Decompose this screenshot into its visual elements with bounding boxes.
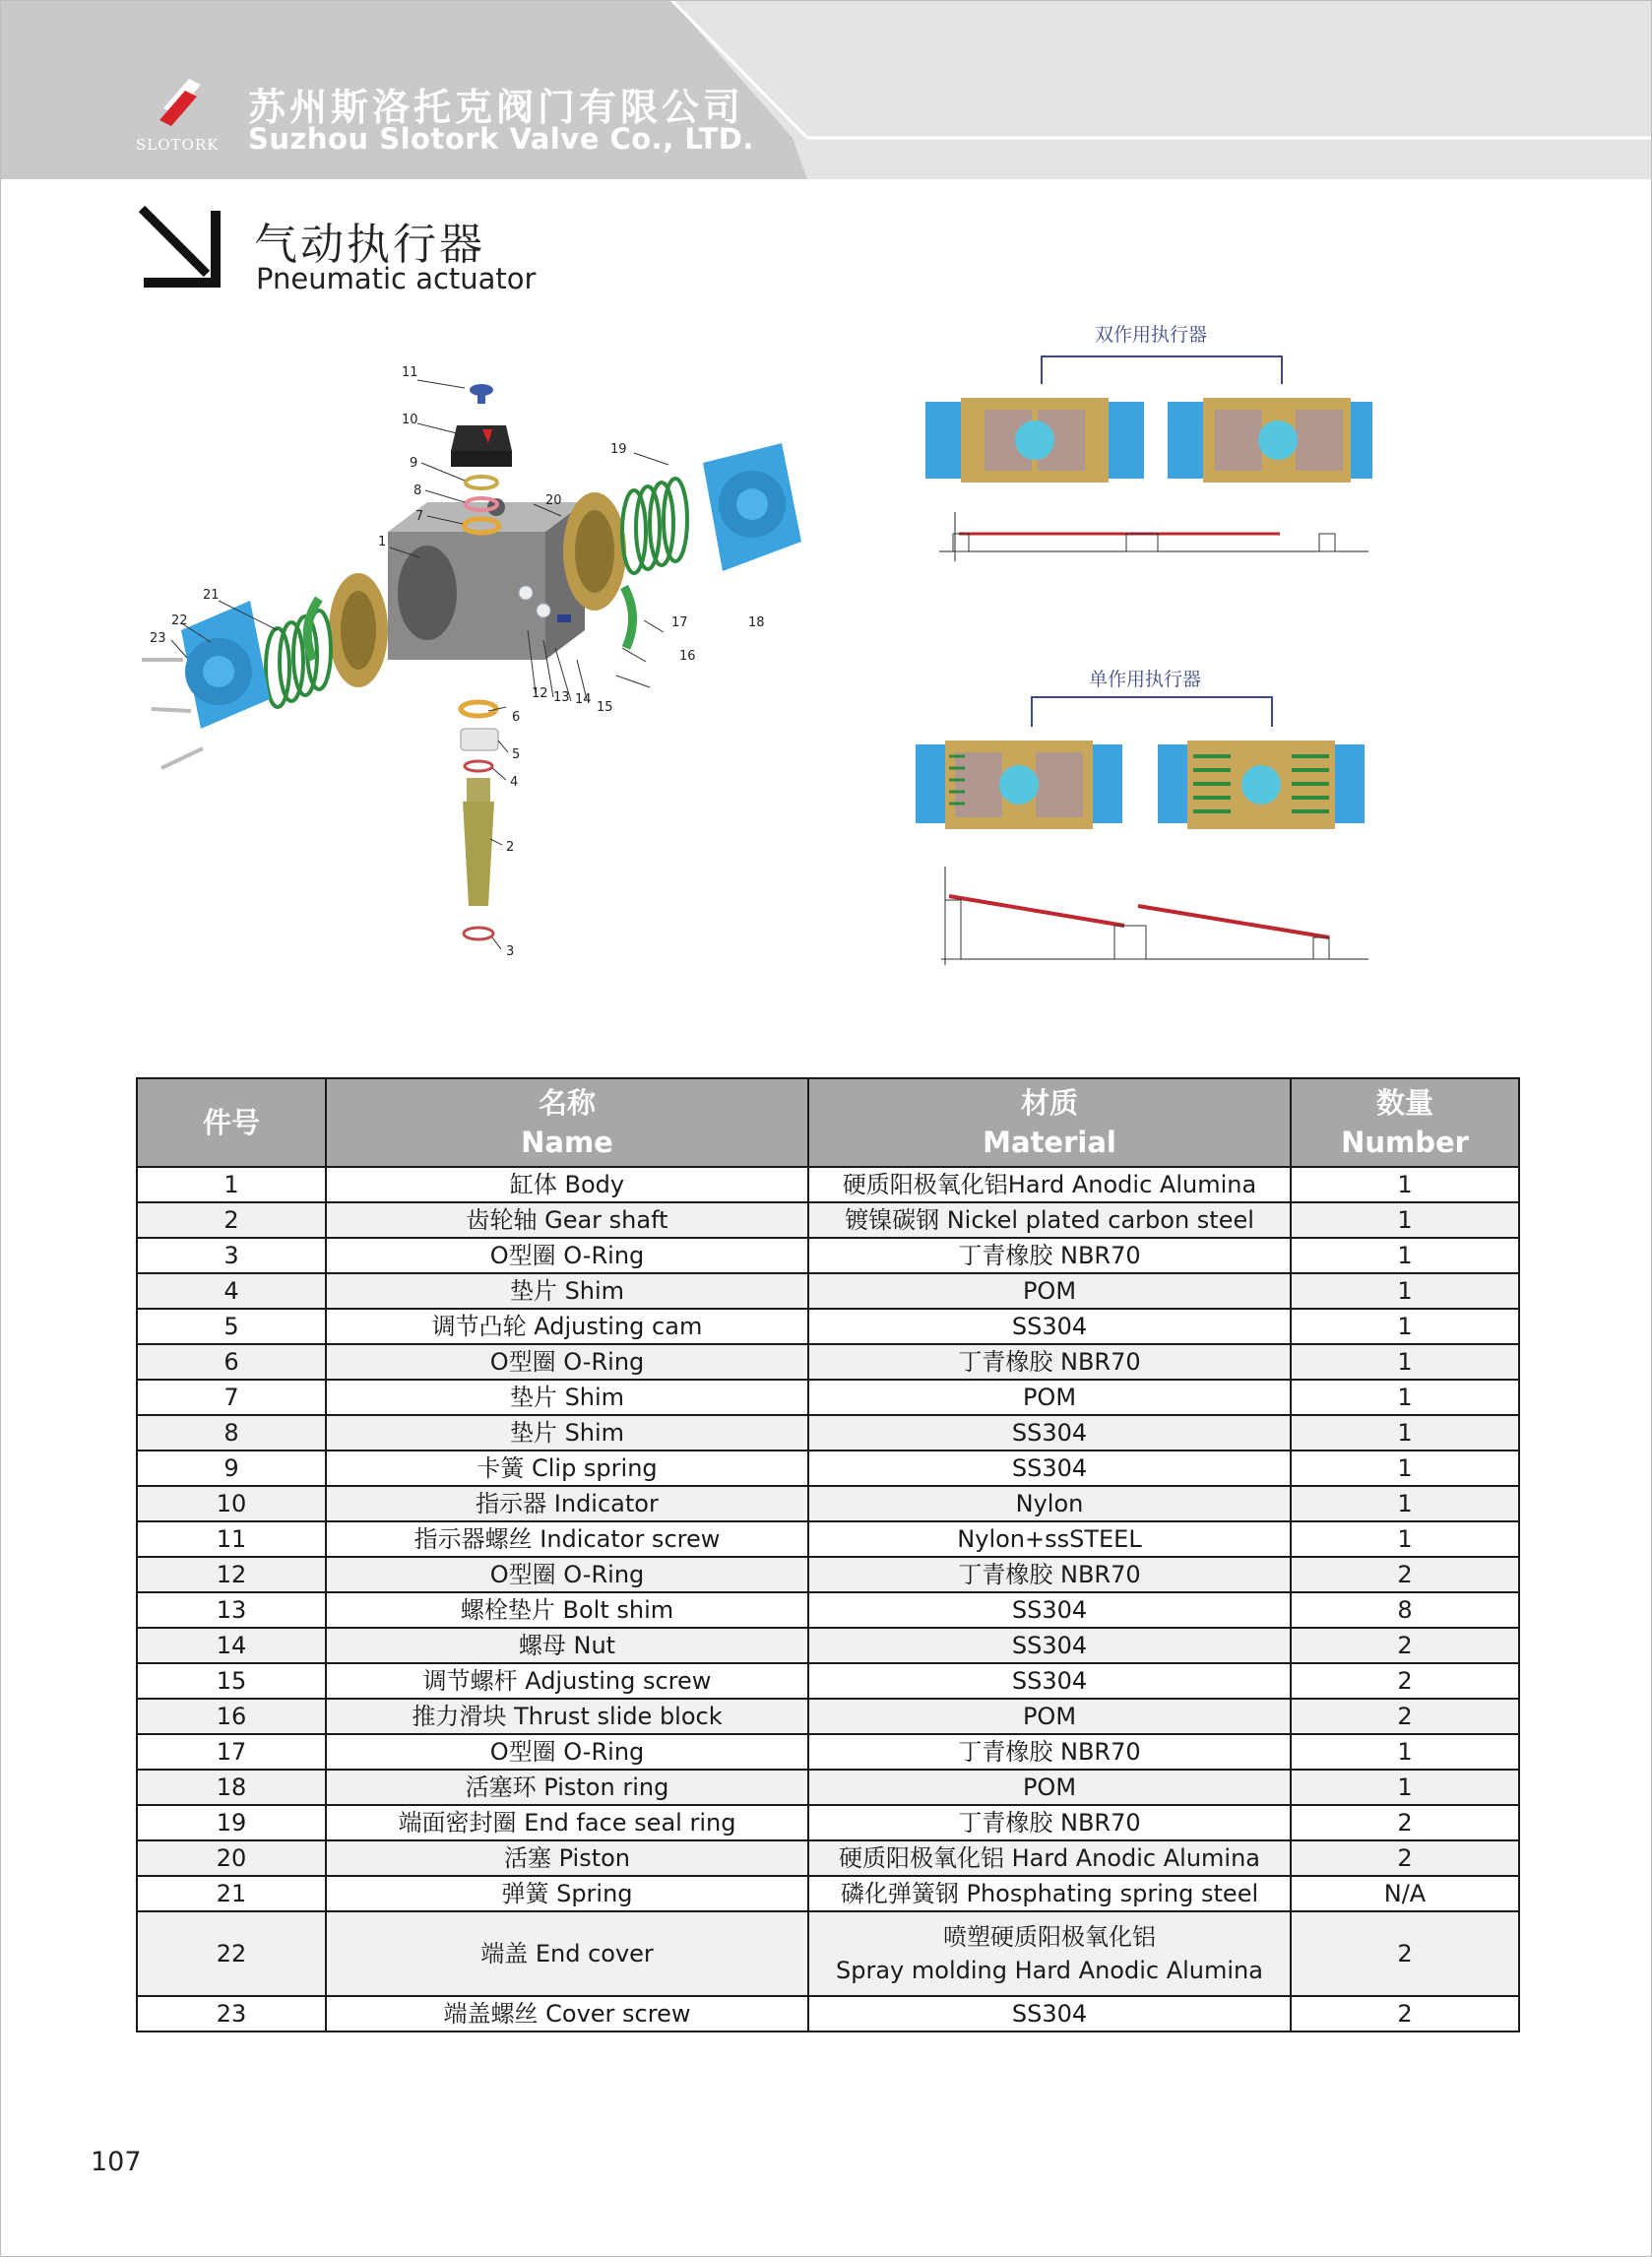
callout-18: 18 bbox=[748, 615, 765, 630]
single-acting-graph bbox=[941, 867, 1368, 965]
table-row bbox=[137, 1344, 1519, 1380]
table-row bbox=[137, 1770, 1519, 1805]
table-header-row bbox=[137, 1078, 1519, 1167]
cell-no: 9 bbox=[137, 1451, 326, 1486]
cell-name: 端盖螺丝 Cover screw bbox=[326, 1996, 808, 2031]
callout-22: 22 bbox=[171, 613, 188, 628]
cell-name: 齿轮轴 Gear shaft bbox=[326, 1202, 808, 1238]
cell-material: 喷塑硬质阳极氧化铝 Spray molding Hard Anodic Alumina bbox=[808, 1911, 1291, 1996]
cell-name: O型圈 O-Ring bbox=[326, 1238, 808, 1273]
cell-material: 硬质阳极氧化铝 Hard Anodic Alumina bbox=[808, 1840, 1291, 1876]
callout-4: 4 bbox=[510, 775, 519, 790]
cell-no: 16 bbox=[137, 1699, 326, 1734]
cell-qty: 1 bbox=[1291, 1273, 1519, 1309]
cell-qty: 1 bbox=[1291, 1167, 1519, 1202]
cell-qty: 2 bbox=[1291, 1996, 1519, 2031]
company-name-cn: 苏州斯洛托克阀门有限公司 bbox=[248, 86, 745, 129]
cell-qty: 1 bbox=[1291, 1344, 1519, 1380]
cell-material: 丁青橡胶 NBR70 bbox=[808, 1557, 1291, 1592]
callout-8: 8 bbox=[413, 484, 422, 498]
table-row bbox=[137, 1628, 1519, 1663]
cell-qty: 1 bbox=[1291, 1238, 1519, 1273]
cell-no: 13 bbox=[137, 1592, 326, 1628]
cell-qty: 8 bbox=[1291, 1592, 1519, 1628]
cell-material: POM bbox=[808, 1770, 1291, 1805]
double-acting-graph bbox=[939, 512, 1368, 561]
slotork-logo-icon bbox=[150, 71, 211, 132]
double-acting-closed bbox=[925, 398, 1144, 483]
cell-material: POM bbox=[808, 1380, 1291, 1415]
callout-13: 13 bbox=[553, 690, 570, 705]
cell-qty: 1 bbox=[1291, 1770, 1519, 1805]
cell-no: 18 bbox=[137, 1770, 326, 1805]
cell-material: POM bbox=[808, 1699, 1291, 1734]
cell-name: 指示器螺丝 Indicator screw bbox=[326, 1521, 808, 1557]
cell-qty: 1 bbox=[1291, 1486, 1519, 1521]
cell-no: 15 bbox=[137, 1663, 326, 1699]
cell-name: 活塞环 Piston ring bbox=[326, 1770, 808, 1805]
cell-material: 丁青橡胶 NBR70 bbox=[808, 1734, 1291, 1770]
table-row bbox=[137, 1486, 1519, 1521]
cell-name: 垫片 Shim bbox=[326, 1415, 808, 1451]
callout-19: 19 bbox=[610, 442, 627, 457]
callout-12: 12 bbox=[532, 686, 548, 701]
callout-3: 3 bbox=[506, 944, 515, 959]
callout-17: 17 bbox=[671, 615, 688, 630]
actuator-operation-diagrams bbox=[906, 315, 1378, 985]
header-number: 数量 Number bbox=[1291, 1078, 1519, 1167]
cell-qty: N/A bbox=[1291, 1876, 1519, 1911]
callout-21: 21 bbox=[203, 588, 220, 603]
single-acting-closed bbox=[916, 741, 1122, 829]
callout-6: 6 bbox=[512, 710, 521, 725]
cell-qty: 1 bbox=[1291, 1202, 1519, 1238]
cell-no: 5 bbox=[137, 1309, 326, 1344]
cell-name: 端面密封圈 End face seal ring bbox=[326, 1805, 808, 1840]
cell-name: 垫片 Shim bbox=[326, 1380, 808, 1415]
section-title-cn: 气动执行器 bbox=[254, 220, 485, 270]
cell-name: O型圈 O-Ring bbox=[326, 1734, 808, 1770]
header-part-no: 件号 bbox=[137, 1078, 326, 1167]
cell-material: SS304 bbox=[808, 1592, 1291, 1628]
cell-qty: 2 bbox=[1291, 1911, 1519, 1996]
callout-11: 11 bbox=[402, 365, 418, 380]
cell-qty: 1 bbox=[1291, 1521, 1519, 1557]
cell-name: O型圈 O-Ring bbox=[326, 1557, 808, 1592]
cell-name: 卡簧 Clip spring bbox=[326, 1451, 808, 1486]
cell-no: 11 bbox=[137, 1521, 326, 1557]
table-row bbox=[137, 1415, 1519, 1451]
cell-material: SS304 bbox=[808, 1996, 1291, 2031]
cell-no: 6 bbox=[137, 1344, 326, 1380]
cell-material: 镀镍碳钢 Nickel plated carbon steel bbox=[808, 1202, 1291, 1238]
callout-23: 23 bbox=[150, 631, 166, 646]
header-name: 名称 Name bbox=[326, 1078, 808, 1167]
table-row bbox=[137, 1238, 1519, 1273]
cell-qty: 1 bbox=[1291, 1451, 1519, 1486]
cell-no: 12 bbox=[137, 1557, 326, 1592]
cell-no: 23 bbox=[137, 1996, 326, 2031]
cell-material: Nylon+ssSTEEL bbox=[808, 1521, 1291, 1557]
company-name-en: Suzhou Slotork Valve Co., LTD. bbox=[248, 122, 754, 156]
cell-no: 3 bbox=[137, 1238, 326, 1273]
double-acting-open bbox=[1168, 398, 1372, 483]
callout-10: 10 bbox=[402, 413, 418, 427]
cell-no: 20 bbox=[137, 1840, 326, 1876]
table-row bbox=[137, 1734, 1519, 1770]
callout-7: 7 bbox=[415, 509, 424, 524]
cell-qty: 2 bbox=[1291, 1663, 1519, 1699]
section-title-en: Pneumatic actuator bbox=[256, 262, 537, 295]
exploded-view-diagram bbox=[132, 335, 811, 975]
callout-5: 5 bbox=[512, 747, 521, 762]
cell-material: SS304 bbox=[808, 1663, 1291, 1699]
table-row bbox=[137, 1167, 1519, 1202]
cell-name: 调节螺杆 Adjusting screw bbox=[326, 1663, 808, 1699]
callout-15: 15 bbox=[597, 700, 613, 715]
table-row bbox=[137, 1663, 1519, 1699]
logo-text: SLOTORK bbox=[136, 136, 220, 154]
cell-material: SS304 bbox=[808, 1451, 1291, 1486]
cell-material: SS304 bbox=[808, 1628, 1291, 1663]
table-row bbox=[137, 1592, 1519, 1628]
cell-qty: 2 bbox=[1291, 1805, 1519, 1840]
cell-material: 丁青橡胶 NBR70 bbox=[808, 1344, 1291, 1380]
cell-no: 19 bbox=[137, 1805, 326, 1840]
callout-16: 16 bbox=[679, 649, 696, 664]
table-row bbox=[137, 1273, 1519, 1309]
single-acting-title: 单作用执行器 bbox=[1089, 669, 1202, 690]
cell-no: 2 bbox=[137, 1202, 326, 1238]
cell-no: 22 bbox=[137, 1911, 326, 1996]
cell-name: 指示器 Indicator bbox=[326, 1486, 808, 1521]
callout-1: 1 bbox=[378, 535, 387, 549]
table-row bbox=[137, 1840, 1519, 1876]
table-row bbox=[137, 1699, 1519, 1734]
cell-no: 21 bbox=[137, 1876, 326, 1911]
cell-material: 磷化弹簧钢 Phosphating spring steel bbox=[808, 1876, 1291, 1911]
cell-no: 7 bbox=[137, 1380, 326, 1415]
cell-qty: 1 bbox=[1291, 1309, 1519, 1344]
cell-name: 弹簧 Spring bbox=[326, 1876, 808, 1911]
callout-14: 14 bbox=[575, 692, 592, 707]
table-row bbox=[137, 1202, 1519, 1238]
table-row bbox=[137, 1911, 1519, 1996]
cell-qty: 2 bbox=[1291, 1628, 1519, 1663]
cell-name: 活塞 Piston bbox=[326, 1840, 808, 1876]
single-acting-open bbox=[1158, 741, 1365, 829]
cell-no: 14 bbox=[137, 1628, 326, 1663]
cell-qty: 2 bbox=[1291, 1557, 1519, 1592]
cell-qty: 2 bbox=[1291, 1840, 1519, 1876]
cell-no: 17 bbox=[137, 1734, 326, 1770]
cell-no: 10 bbox=[137, 1486, 326, 1521]
cell-material: Nylon bbox=[808, 1486, 1291, 1521]
cell-no: 1 bbox=[137, 1167, 326, 1202]
cell-name: O型圈 O-Ring bbox=[326, 1344, 808, 1380]
arrow-down-right-icon bbox=[136, 203, 222, 290]
callout-9: 9 bbox=[410, 456, 418, 471]
callout-20: 20 bbox=[545, 493, 562, 508]
cell-name: 缸体 Body bbox=[326, 1167, 808, 1202]
table-row bbox=[137, 1309, 1519, 1344]
cell-no: 8 bbox=[137, 1415, 326, 1451]
cell-name: 螺母 Nut bbox=[326, 1628, 808, 1663]
cell-name: 垫片 Shim bbox=[326, 1273, 808, 1309]
cell-qty: 2 bbox=[1291, 1699, 1519, 1734]
header-material: 材质 Material bbox=[808, 1078, 1291, 1167]
table-row bbox=[137, 1805, 1519, 1840]
cell-material: 硬质阳极氧化铝Hard Anodic Alumina bbox=[808, 1167, 1291, 1202]
callout-2: 2 bbox=[506, 840, 515, 855]
table-row bbox=[137, 1876, 1519, 1911]
cell-material: SS304 bbox=[808, 1309, 1291, 1344]
cell-name: 推力滑块 Thrust slide block bbox=[326, 1699, 808, 1734]
table-row bbox=[137, 1521, 1519, 1557]
table-row bbox=[137, 1557, 1519, 1592]
cell-name: 螺栓垫片 Bolt shim bbox=[326, 1592, 808, 1628]
table-row bbox=[137, 1996, 1519, 2031]
cell-material: SS304 bbox=[808, 1415, 1291, 1451]
parts-table bbox=[136, 1077, 1520, 2032]
table-row bbox=[137, 1380, 1519, 1415]
page-number: 107 bbox=[91, 2147, 142, 2177]
cell-qty: 1 bbox=[1291, 1380, 1519, 1415]
table-row bbox=[137, 1451, 1519, 1486]
cell-name: 调节凸轮 Adjusting cam bbox=[326, 1309, 808, 1344]
cell-no: 4 bbox=[137, 1273, 326, 1309]
cell-material: 丁青橡胶 NBR70 bbox=[808, 1805, 1291, 1840]
cell-material: POM bbox=[808, 1273, 1291, 1309]
double-acting-title: 双作用执行器 bbox=[1095, 324, 1208, 346]
cell-material: 丁青橡胶 NBR70 bbox=[808, 1238, 1291, 1273]
cell-qty: 1 bbox=[1291, 1415, 1519, 1451]
cell-qty: 1 bbox=[1291, 1734, 1519, 1770]
cell-name: 端盖 End cover bbox=[326, 1911, 808, 1996]
